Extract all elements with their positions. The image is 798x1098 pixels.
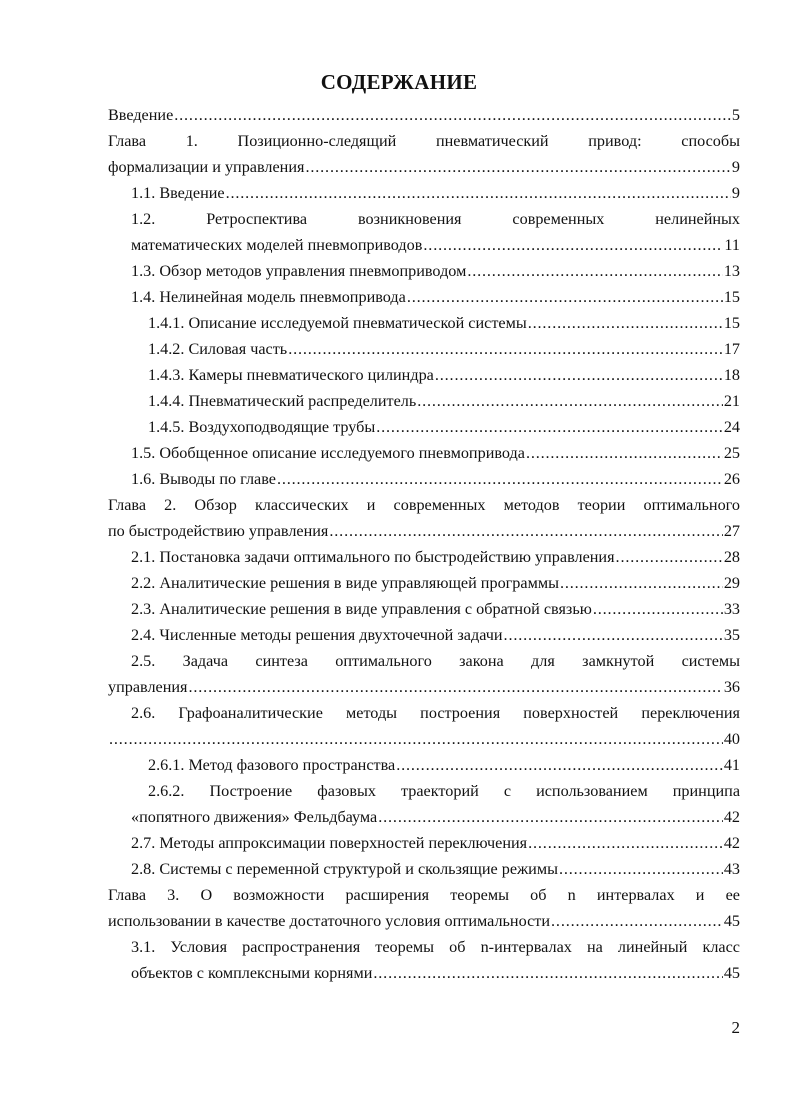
toc-entry-2-1[interactable]: 2.1. Постановка задачи оптимального по быстродействию управления . . . 28 <box>131 544 740 570</box>
toc-entry-2-3[interactable]: 2.3. Аналитические решения в виде управления с обратной связью . . . 33 <box>131 596 740 622</box>
leader-dots <box>305 154 730 180</box>
leader-dots <box>329 518 722 544</box>
toc-entry-1-4[interactable]: 1.4. Нелинейная модель пневмопривода . . . 15 <box>131 284 740 310</box>
toc-entry-1-6[interactable]: 1.6. Выводы по главе . . . 26 <box>131 466 740 492</box>
toc-entry-1-4-4[interactable]: 1.4.4. Пневматический распределитель . . . 21 <box>148 388 740 414</box>
leader-dots <box>467 258 722 284</box>
toc-entry-2-4[interactable]: 2.4. Численные методы решения двухточечной задачи . . . 35 <box>131 622 740 648</box>
leader-dots <box>407 284 723 310</box>
toc-entry-introduction[interactable]: Введение . . . 5 <box>108 102 740 128</box>
toc-entry-1-1[interactable]: 1.1. Введение . . . 9 <box>131 180 740 206</box>
leader-dots <box>559 856 723 882</box>
leader-dots <box>288 336 723 362</box>
toc-entry-1-2[interactable]: 1.2. Ретроспектива возникновения современных нелинейных математических моделей пневмоприводов . . . 11 <box>131 206 740 258</box>
leader-dots <box>378 804 723 830</box>
toc-entry-1-5[interactable]: 1.5. Обобщенное описание исследуемого пневмопривода . . . 25 <box>131 440 740 466</box>
toc-entry-3-1[interactable]: 3.1. Условия распространения теоремы об n-интервалах на линейный класс объектов с комплексными корнями . . . 45 <box>131 934 740 986</box>
leader-dots <box>396 752 723 778</box>
leader-dots <box>226 180 731 206</box>
toc-entry-2-2[interactable]: 2.2. Аналитические решения в виде управляющей программы . . . 29 <box>131 570 740 596</box>
leader-dots <box>376 414 723 440</box>
leader-dots <box>109 726 723 752</box>
leader-dots <box>504 622 723 648</box>
page-number: 2 <box>731 1018 740 1037</box>
leader-dots <box>528 830 723 856</box>
leader-dots <box>435 362 723 388</box>
toc-entry-chapter-1[interactable]: Глава 1. Позиционно-следящий пневматический привод: способы формализации и управления . . . 9 <box>108 128 740 180</box>
leader-dots <box>417 388 723 414</box>
toc-entry-1-3[interactable]: 1.3. Обзор методов управления пневмоприводом . . . 13 <box>131 258 740 284</box>
toc-entry-2-8[interactable]: 2.8. Системы с переменной структурой и скользящие режимы . . . 43 <box>131 856 740 882</box>
leader-dots <box>373 960 722 986</box>
toc-entry-2-5[interactable]: 2.5. Задача синтеза оптимального закона для замкнутой системы управления . . . 36 <box>108 648 740 700</box>
toc-entry-1-4-2[interactable]: 1.4.2. Силовая часть . . . 17 <box>148 336 740 362</box>
toc-entry-chapter-2[interactable]: Глава 2. Обзор классических и современных методов теории оптимального по быстродействию управления . . . 27 <box>108 492 740 544</box>
leader-dots <box>551 908 723 934</box>
leader-dots <box>593 596 723 622</box>
leader-dots <box>528 310 723 336</box>
leader-dots <box>560 570 723 596</box>
leader-dots <box>616 544 723 570</box>
toc-entry-1-4-3[interactable]: 1.4.3. Камеры пневматического цилиндра . . . 18 <box>148 362 740 388</box>
leader-dots <box>423 232 723 258</box>
toc-entry-2-6-1[interactable]: 2.6.1. Метод фазового пространства . . . 41 <box>148 752 740 778</box>
leader-dots <box>526 440 723 466</box>
toc-entry-2-6-2[interactable]: 2.6.2. Построение фазовых траекторий с использованием принципа «попятного движения» Фельдбаума . . . 42 <box>131 778 740 830</box>
toc-entry-1-4-5[interactable]: 1.4.5. Воздухоподводящие трубы . . . 24 <box>148 414 740 440</box>
leader-dots <box>277 466 723 492</box>
toc-entry-2-6[interactable]: 2.6. Графоаналитические методы построения поверхностей переключения . . . 40 <box>108 700 740 752</box>
leader-dots <box>174 102 731 128</box>
leader-dots <box>189 674 723 700</box>
toc-entry-1-4-1[interactable]: 1.4.1. Описание исследуемой пневматической системы . . . 15 <box>148 310 740 336</box>
toc-entry-2-7[interactable]: 2.7. Методы аппроксимации поверхностей переключения . . . 42 <box>131 830 740 856</box>
toc-entry-chapter-3[interactable]: Глава 3. О возможности расширения теоремы об n интервалах и ее использовании в качестве достаточного условия оптимальности . . . 45 <box>108 882 740 934</box>
page-title: СОДЕРЖАНИЕ <box>320 70 478 94</box>
